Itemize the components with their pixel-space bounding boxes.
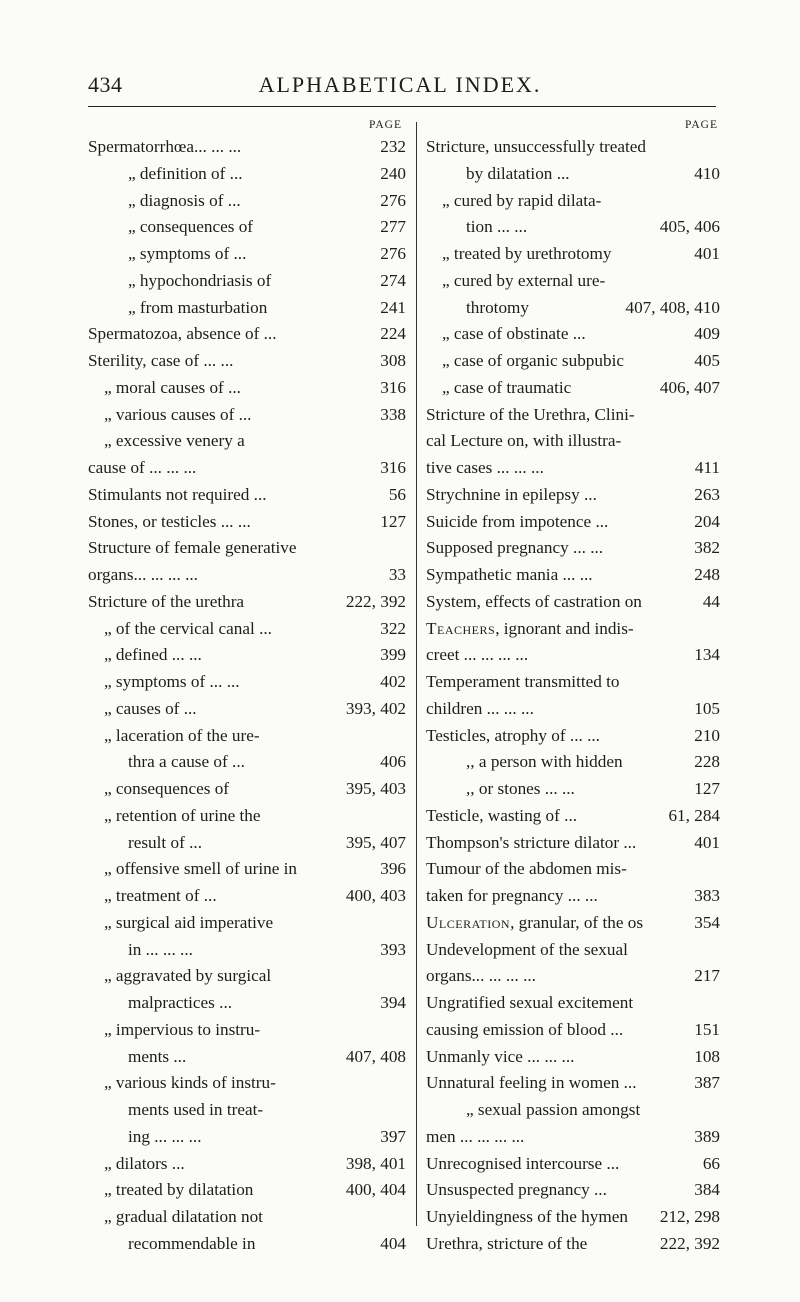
entry-text: Strychnine in epilepsy ... xyxy=(426,484,597,504)
index-entry xyxy=(88,883,406,910)
entry-text: cal Lecture on, with illustra- xyxy=(426,431,622,451)
index-entry xyxy=(88,1204,406,1231)
index-entry xyxy=(426,990,720,1017)
entry-page-ref: 277 xyxy=(380,217,406,237)
entry-text: „ consequences of xyxy=(128,217,254,237)
entry-text: causing emission of blood ... xyxy=(426,1019,624,1039)
entry-page-ref: 407, 408 xyxy=(345,1046,406,1066)
index-entry xyxy=(88,188,406,215)
index-column-left xyxy=(88,116,406,1258)
entry-text: „ treated by urethrotomy xyxy=(442,244,612,263)
index-entry xyxy=(426,1097,720,1124)
index-entry xyxy=(88,1097,406,1124)
entry-page-ref: 400, 404 xyxy=(345,1180,406,1200)
entry-text: result of ... xyxy=(128,832,202,852)
index-entry xyxy=(426,295,720,322)
entry-text: „ cured by rapid dilata- xyxy=(442,190,602,210)
entry-text: Spermatorrhœa... ... ... xyxy=(88,137,242,156)
entry-text: „ gradual dilatation not xyxy=(104,1207,263,1226)
entry-text: Spermatozoa, absence of ... xyxy=(88,324,277,344)
entry-text: ments used in treat- xyxy=(128,1100,264,1119)
entry-text: „ symptoms of ... ... xyxy=(104,672,240,691)
index-entry xyxy=(426,669,720,696)
index-entry xyxy=(426,321,720,348)
entry-page-ref: 127 xyxy=(694,779,720,798)
entry-page-ref: 401 xyxy=(694,832,720,852)
index-entry xyxy=(88,1151,406,1178)
entry-text: taken for pregnancy ... ... xyxy=(426,886,598,905)
entry-text: Supposed pregnancy ... ... xyxy=(426,538,604,558)
entry-page-ref: 222, 392 xyxy=(345,591,406,611)
entry-text: „ symptoms of ... xyxy=(128,244,247,263)
index-entry xyxy=(88,214,406,241)
entry-page-ref: 389 xyxy=(694,1126,720,1146)
index-entry xyxy=(426,509,720,536)
entry-page-ref: 402 xyxy=(380,672,406,691)
entry-page-ref: 204 xyxy=(694,511,720,531)
index-entry xyxy=(88,268,406,295)
entry-text: Sterility, case of ... ... xyxy=(88,351,234,370)
index-entry xyxy=(426,749,720,776)
entry-text: Tumour of the abdomen mis- xyxy=(426,859,627,879)
index-entry xyxy=(426,1151,720,1178)
entry-text: „ excessive venery a xyxy=(104,431,245,451)
index-entry xyxy=(88,455,406,482)
entry-page-ref: 405 xyxy=(694,351,720,370)
index-entry xyxy=(426,562,720,589)
entry-text: Stimulants not required ... xyxy=(88,484,267,504)
entry-page-ref: 56 xyxy=(388,484,406,504)
entry-text: „ definition of ... xyxy=(128,163,243,183)
entry-text: recommendable in xyxy=(128,1233,256,1253)
entry-page-ref: 108 xyxy=(694,1046,720,1066)
entry-page-ref: 393, 402 xyxy=(345,698,406,718)
entry-text: ing ... ... ... xyxy=(128,1126,202,1146)
entry-page-ref: 393 xyxy=(380,939,406,959)
entry-text: „ treated by dilatation xyxy=(104,1180,254,1200)
entry-page-ref: 105 xyxy=(694,698,720,718)
entry-page-ref: 394 xyxy=(380,993,406,1012)
entry-text: cause of ... ... ... xyxy=(88,458,197,477)
index-entry xyxy=(88,696,406,723)
entry-page-ref: 398, 401 xyxy=(345,1153,406,1173)
entry-text: „ case of organic subpubic xyxy=(442,351,624,370)
entry-page-ref: 241 xyxy=(380,297,406,317)
index-entry xyxy=(426,642,720,669)
entry-page-ref: 127 xyxy=(380,511,406,531)
index-entry xyxy=(88,134,406,161)
entry-text: Stricture of the urethra xyxy=(88,591,245,611)
index-entry xyxy=(426,1044,720,1071)
index-entry xyxy=(426,963,720,990)
index-entry xyxy=(88,321,406,348)
entry-page-ref: 400, 403 xyxy=(345,886,406,905)
entry-text: „ case of obstinate ... xyxy=(442,324,586,344)
entry-page-ref: 410 xyxy=(694,163,720,183)
entry-text: creet ... ... ... ... xyxy=(426,645,529,665)
entry-page-ref: 407, 408, 410 xyxy=(625,297,720,317)
entry-text: Sympathetic mania ... ... xyxy=(426,565,593,584)
entry-page-ref: 399 xyxy=(380,645,406,665)
index-entry xyxy=(426,883,720,910)
entry-page-ref: 66 xyxy=(702,1153,720,1173)
entry-text: Ungratified sexual excitement xyxy=(426,993,634,1012)
entry-page-ref: 411 xyxy=(694,458,720,477)
index-entry xyxy=(426,803,720,830)
entry-page-ref: 383 xyxy=(694,886,720,905)
index-entry xyxy=(426,830,720,857)
index-entry xyxy=(88,642,406,669)
index-entry xyxy=(426,1070,720,1097)
entry-text: by dilatation ... xyxy=(466,163,570,183)
entry-page-ref: 248 xyxy=(694,565,720,584)
entry-text: Undevelopment of the sexual xyxy=(426,939,628,959)
entry-text: „ cured by external ure- xyxy=(442,270,606,290)
entry-text: „ causes of ... xyxy=(104,698,197,718)
entry-page-ref: 151 xyxy=(694,1019,720,1039)
entry-text: „ various kinds of instru- xyxy=(104,1073,276,1093)
index-entry xyxy=(88,562,406,589)
entry-text: Suicide from impotence ... xyxy=(426,511,609,531)
entry-text: Testicle, wasting of ... xyxy=(426,805,578,825)
entry-text: Stricture of the Urethra, Clini- xyxy=(426,404,635,424)
entry-page-ref: 397 xyxy=(380,1126,406,1146)
entry-page-ref: 405, 406 xyxy=(659,217,720,237)
entry-text: tion ... ... xyxy=(466,217,528,237)
page-header xyxy=(0,72,800,102)
entry-text: Stones, or testicles ... ... xyxy=(88,511,251,531)
entry-page-ref: 387 xyxy=(694,1073,720,1093)
index-entry xyxy=(426,1017,720,1044)
entry-text: „ hypochondriasis of xyxy=(128,270,272,290)
index-entry xyxy=(426,1231,720,1258)
index-entry xyxy=(426,776,720,803)
entry-page-ref: 232 xyxy=(380,137,406,156)
entry-text: Structure of female generative xyxy=(88,538,297,558)
entry-page-ref: 276 xyxy=(380,244,406,263)
entry-text: „ surgical aid imperative xyxy=(104,912,274,932)
index-entry xyxy=(426,214,720,241)
entry-text: „ from masturbation xyxy=(128,297,268,317)
index-entry xyxy=(88,402,406,429)
entry-text: „ retention of urine the xyxy=(104,805,261,825)
index-entry xyxy=(88,509,406,536)
column-divider xyxy=(416,122,417,1226)
entry-page-ref: 316 xyxy=(380,377,406,397)
entry-text: Urethra, stricture of the xyxy=(426,1233,588,1253)
entry-text: malpractices ... xyxy=(128,993,233,1012)
index-entry xyxy=(88,830,406,857)
index-entry xyxy=(426,616,720,643)
entry-text: Stricture, unsuccessfully treated xyxy=(426,137,647,156)
entry-page-ref: 134 xyxy=(694,645,720,665)
index-entry xyxy=(426,268,720,295)
index-entry xyxy=(88,348,406,375)
entry-text: „ of the cervical canal ... xyxy=(104,618,272,638)
index-entry xyxy=(88,161,406,188)
index-entry xyxy=(426,535,720,562)
index-entry xyxy=(426,856,720,883)
index-entry xyxy=(426,1124,720,1151)
entry-text: „ moral causes of ... xyxy=(104,377,241,397)
entry-text: in ... ... ... xyxy=(128,939,193,959)
index-entry xyxy=(88,1017,406,1044)
entry-text: „ consequences of xyxy=(104,779,230,798)
entry-text: throtomy xyxy=(466,297,530,317)
entry-text: tive cases ... ... ... xyxy=(426,458,544,477)
entry-page-ref: 210 xyxy=(694,725,720,745)
index-entry xyxy=(426,910,720,937)
entry-text: organs... ... ... ... xyxy=(88,565,198,584)
index-entry xyxy=(426,428,720,455)
page-number: 434 xyxy=(88,72,123,97)
entry-page-ref: 384 xyxy=(694,1180,720,1200)
index-entry xyxy=(426,589,720,616)
entry-text: Thompson's stricture dilator ... xyxy=(426,832,637,852)
index-entry xyxy=(426,1204,720,1231)
entry-page-ref: 33 xyxy=(388,565,406,584)
entry-text: organs... ... ... ... xyxy=(426,966,536,986)
entry-page-ref: 395, 403 xyxy=(345,779,406,798)
index-entry xyxy=(88,1231,406,1258)
entry-text: Unmanly vice ... ... ... xyxy=(426,1046,575,1066)
index-entry xyxy=(88,295,406,322)
entry-page-ref: 401 xyxy=(694,244,720,263)
entry-page-ref: 354 xyxy=(694,912,720,932)
index-entry xyxy=(88,1044,406,1071)
index-entry xyxy=(88,910,406,937)
index-entries xyxy=(426,134,720,1258)
entry-page-ref: 274 xyxy=(380,270,406,290)
index-entry xyxy=(426,696,720,723)
entry-page-ref: 406, 407 xyxy=(659,377,720,397)
entry-text: Testicles, atrophy of ... ... xyxy=(426,725,600,745)
running-title: ALPHABETICAL INDEX. xyxy=(258,72,542,97)
entry-text: ments ... xyxy=(128,1046,187,1066)
entry-text: „ treatment of ... xyxy=(104,886,217,905)
entry-page-ref: 44 xyxy=(702,591,720,611)
index-entry xyxy=(88,589,406,616)
entry-page-ref: 316 xyxy=(380,458,406,477)
entry-text: Unyieldingness of the hymen xyxy=(426,1207,628,1226)
entry-page-ref: 395, 407 xyxy=(345,832,406,852)
index-entries xyxy=(88,134,406,1258)
entry-text: „ dilators ... xyxy=(104,1153,185,1173)
entry-page-ref: 217 xyxy=(694,966,720,986)
entry-page-ref: 396 xyxy=(380,859,406,879)
entry-text: „ case of traumatic xyxy=(442,377,572,397)
entry-text: „ sexual passion amongst xyxy=(466,1100,641,1119)
index-entry xyxy=(426,482,720,509)
entry-page-ref: 224 xyxy=(380,324,406,344)
entry-page-ref: 322 xyxy=(380,618,406,638)
index-entry xyxy=(426,241,720,268)
index-entry xyxy=(88,241,406,268)
index-entry xyxy=(88,1177,406,1204)
index-entry xyxy=(88,776,406,803)
entry-page-ref: 61, 284 xyxy=(668,805,720,825)
entry-page-ref: 276 xyxy=(380,190,406,210)
entry-page-ref: 409 xyxy=(694,324,720,344)
entry-text: men ... ... ... ... xyxy=(426,1126,525,1146)
entry-text: „ laceration of the ure- xyxy=(104,725,260,745)
entry-text: thra a cause of ... xyxy=(128,752,245,772)
entry-page-ref: 212, 298 xyxy=(659,1207,720,1226)
index-entry xyxy=(88,749,406,776)
entry-text: „ defined ... ... xyxy=(104,645,202,665)
index-entry xyxy=(88,856,406,883)
index-entry xyxy=(88,535,406,562)
index-entry xyxy=(88,803,406,830)
entry-text: ,, or stones ... ... xyxy=(466,779,575,798)
entry-text: Teachers, ignorant and indis- xyxy=(426,618,634,638)
index-entry xyxy=(426,161,720,188)
entry-text: Unsuspected pregnancy ... xyxy=(426,1180,607,1200)
index-entry xyxy=(88,428,406,455)
entry-page-ref: 382 xyxy=(694,538,720,558)
index-entry xyxy=(88,937,406,964)
entry-page-ref: 404 xyxy=(380,1233,406,1253)
index-entry xyxy=(88,1124,406,1151)
index-entry xyxy=(426,134,720,161)
index-entry xyxy=(426,1177,720,1204)
entry-page-ref: 406 xyxy=(380,752,406,772)
index-entry xyxy=(426,375,720,402)
index-entry xyxy=(88,482,406,509)
entry-text: Unnatural feeling in women ... xyxy=(426,1073,637,1093)
entry-page-ref: 240 xyxy=(380,163,406,183)
index-entry xyxy=(88,990,406,1017)
entry-text: „ offensive smell of urine in xyxy=(104,859,297,879)
entry-text: „ aggravated by surgical xyxy=(104,966,272,986)
index-entry xyxy=(426,455,720,482)
entry-text: Unrecognised intercourse ... xyxy=(426,1153,620,1173)
entry-text: Ulceration, granular, of the os xyxy=(426,912,644,932)
entry-page-ref: 222, 392 xyxy=(659,1233,720,1253)
entry-page-ref: 308 xyxy=(380,351,406,370)
entry-text: Temperament transmitted to xyxy=(426,672,620,691)
index-entry xyxy=(426,402,720,429)
header-rule xyxy=(88,106,716,107)
index-entry xyxy=(88,616,406,643)
page-column-label: PAGE xyxy=(685,119,718,131)
index-entry xyxy=(426,723,720,750)
index-entry xyxy=(88,375,406,402)
entry-text: „ various causes of ... xyxy=(104,404,252,424)
index-entry xyxy=(426,348,720,375)
index-entry xyxy=(88,723,406,750)
entry-page-ref: 338 xyxy=(380,404,406,424)
index-entry xyxy=(426,188,720,215)
entry-text: „ diagnosis of ... xyxy=(128,190,241,210)
entry-text: System, effects of castration on xyxy=(426,591,642,611)
index-column-right xyxy=(426,116,720,1258)
index-entry xyxy=(426,937,720,964)
entry-text: „ impervious to instru- xyxy=(104,1019,261,1039)
entry-text: children ... ... ... xyxy=(426,698,534,718)
entry-page-ref: 228 xyxy=(694,752,720,772)
entry-text: ,, a person with hidden xyxy=(466,752,623,772)
index-entry xyxy=(88,963,406,990)
index-entry xyxy=(88,1070,406,1097)
page-column-label: PAGE xyxy=(369,119,402,131)
index-entry xyxy=(88,669,406,696)
entry-page-ref: 263 xyxy=(694,484,720,504)
